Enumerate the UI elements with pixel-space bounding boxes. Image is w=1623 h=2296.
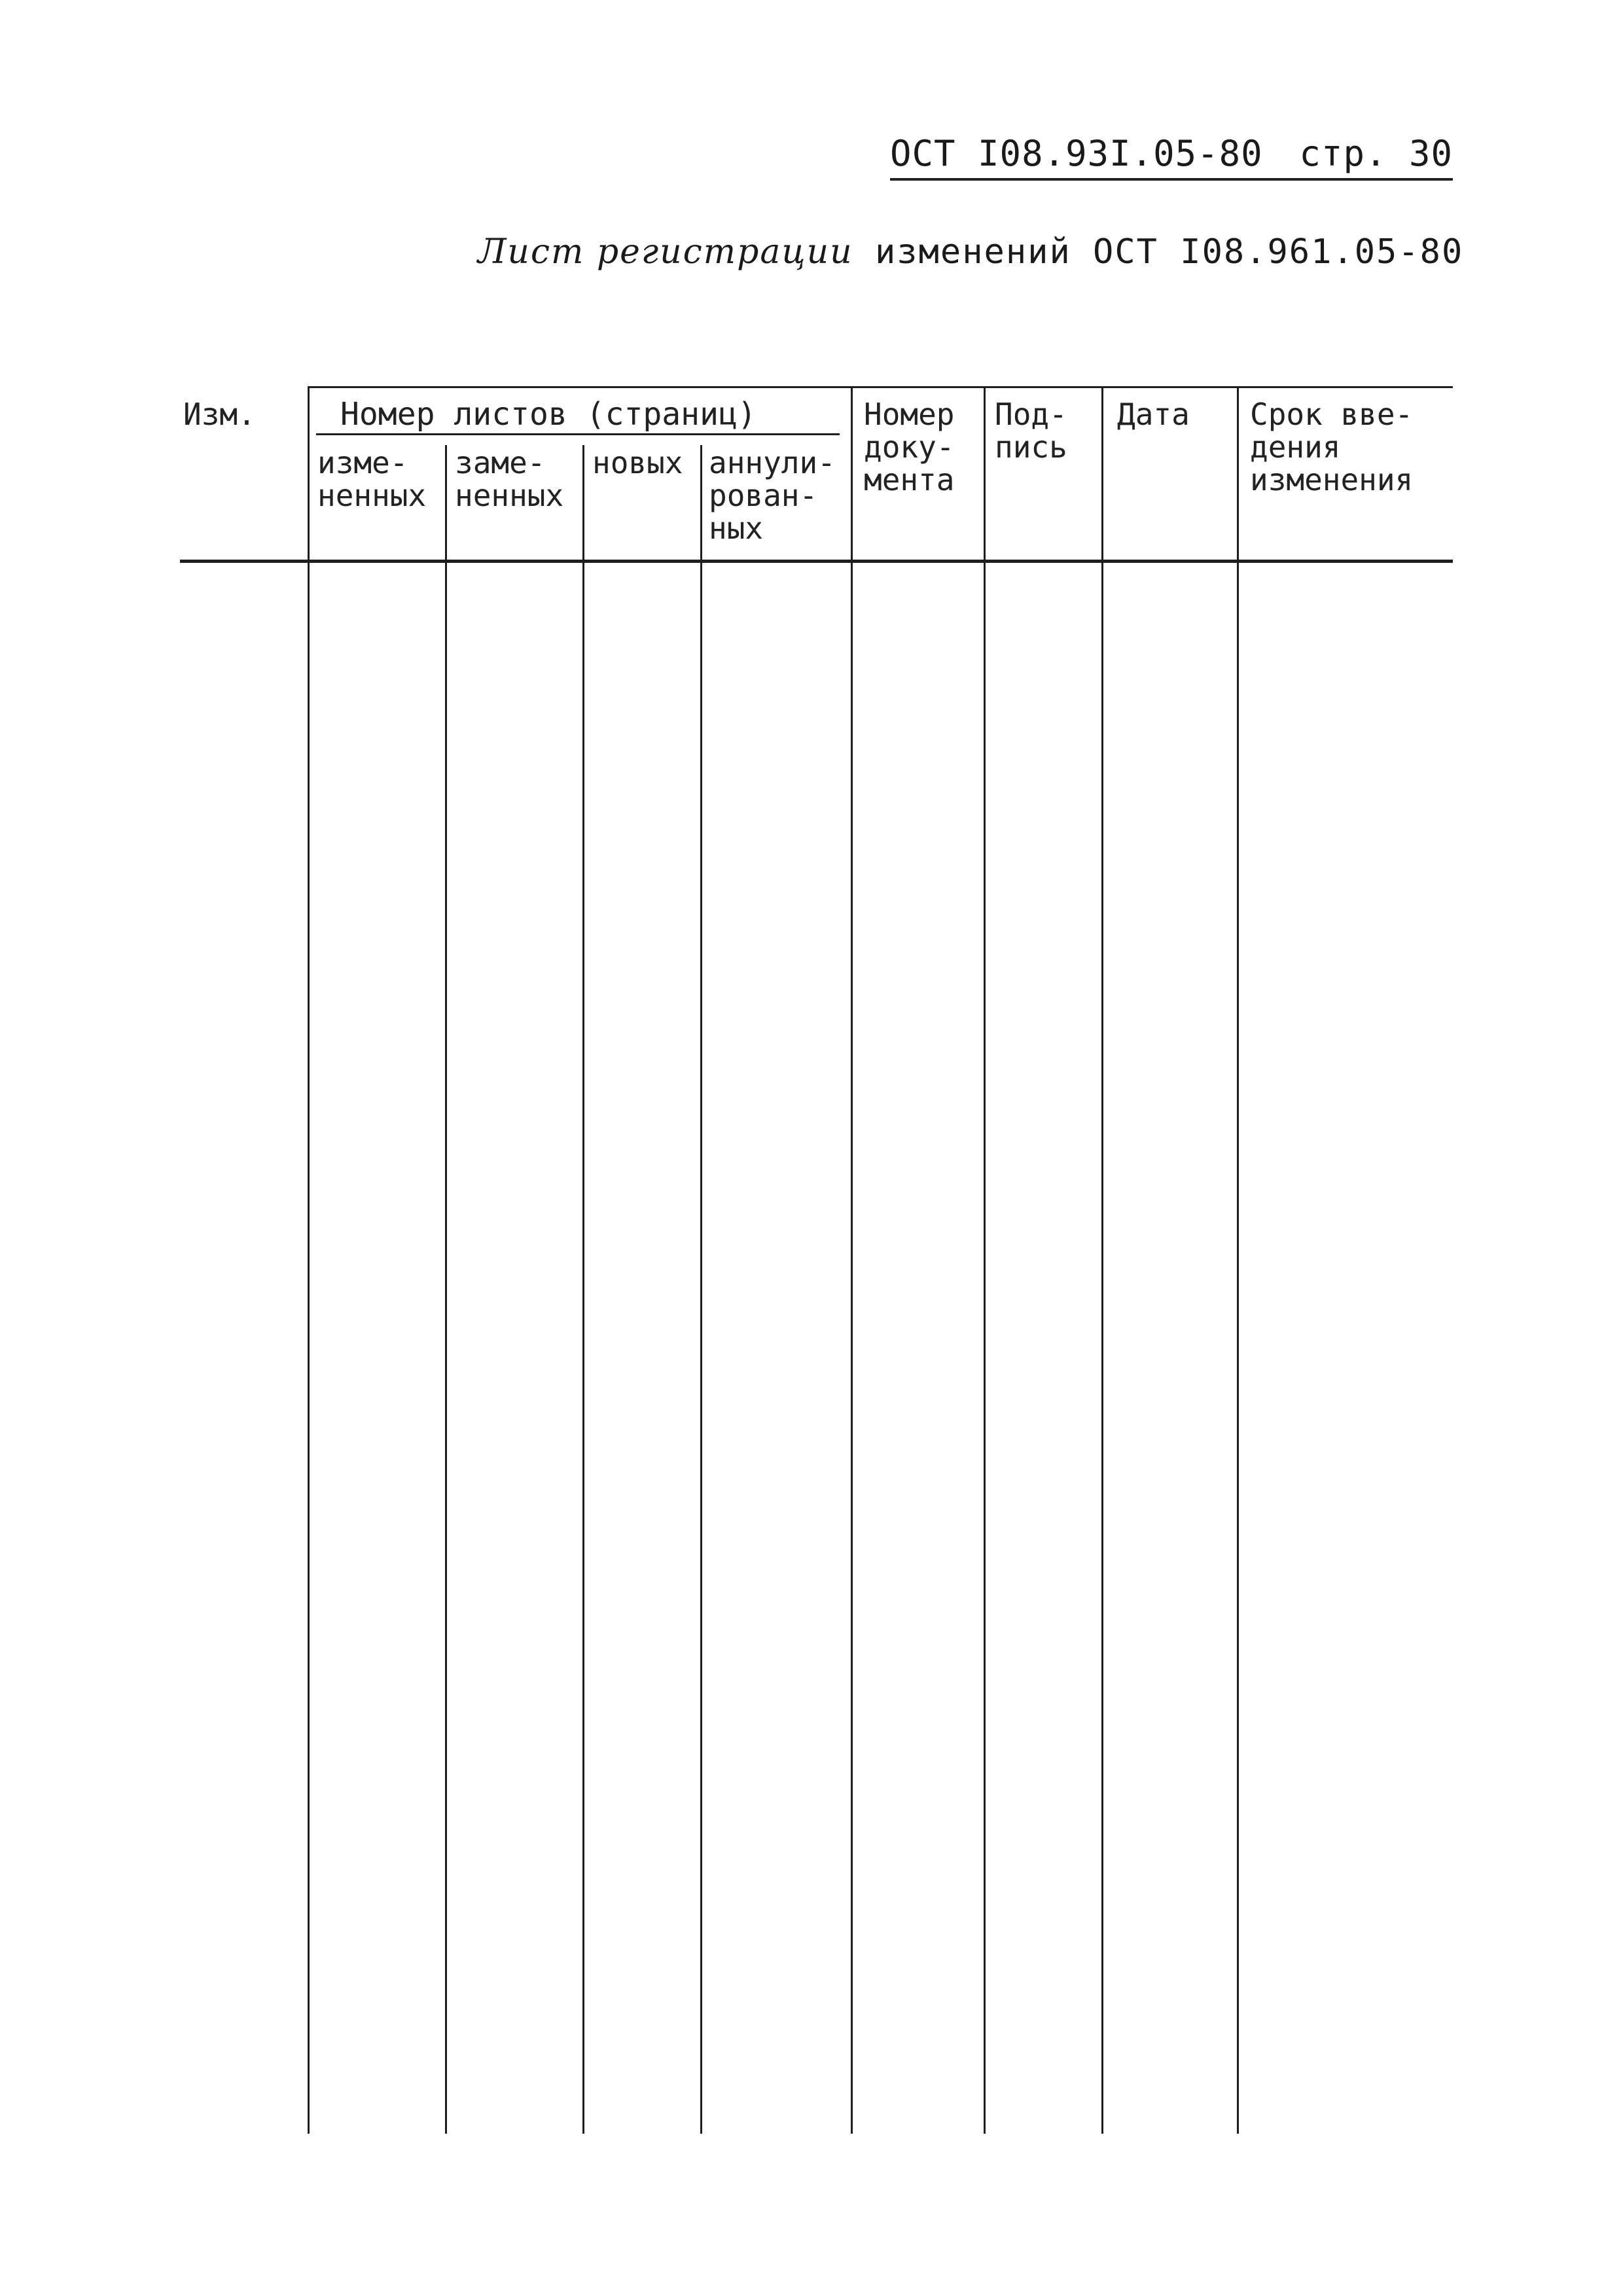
page-title (478, 232, 1463, 272)
page-number: стр. 30 (1299, 133, 1453, 174)
group-header-underline (316, 433, 840, 435)
header-change-no: Изм. (183, 397, 256, 432)
header-date: Дата (1117, 397, 1190, 432)
page-header-ref (890, 128, 1453, 181)
header-effective-term: Срок вве- дения изменения (1250, 397, 1414, 497)
column-divider (700, 445, 702, 2134)
column-divider (851, 386, 853, 2134)
column-divider (582, 445, 584, 2134)
page-title-rest: изменений ОСТ I08.961.05-80 (874, 232, 1464, 272)
standard-reference: ОСТ I08.93I.05-80 (890, 133, 1263, 174)
page-title-lead: Лист регистрации (478, 232, 853, 272)
header-bottom-rule (180, 560, 1453, 563)
column-divider (308, 386, 310, 2134)
header-new: новых (592, 445, 683, 480)
change-registration-table (180, 386, 1453, 2134)
header-annulled: аннули- рован- ных (709, 445, 836, 546)
header-sheet-numbers-group: Номер листов (страниц) (340, 396, 757, 433)
column-divider (1101, 386, 1103, 2134)
header-doc-number: Номер доку- мента (864, 397, 955, 497)
table-top-border (308, 386, 1453, 388)
column-divider (984, 386, 986, 2134)
column-divider (1237, 386, 1239, 2134)
header-changed: изме- ненных (317, 445, 427, 513)
header-replaced: заме- ненных (455, 445, 564, 513)
column-divider (445, 445, 447, 2134)
header-signature: Под- пись (995, 397, 1067, 465)
